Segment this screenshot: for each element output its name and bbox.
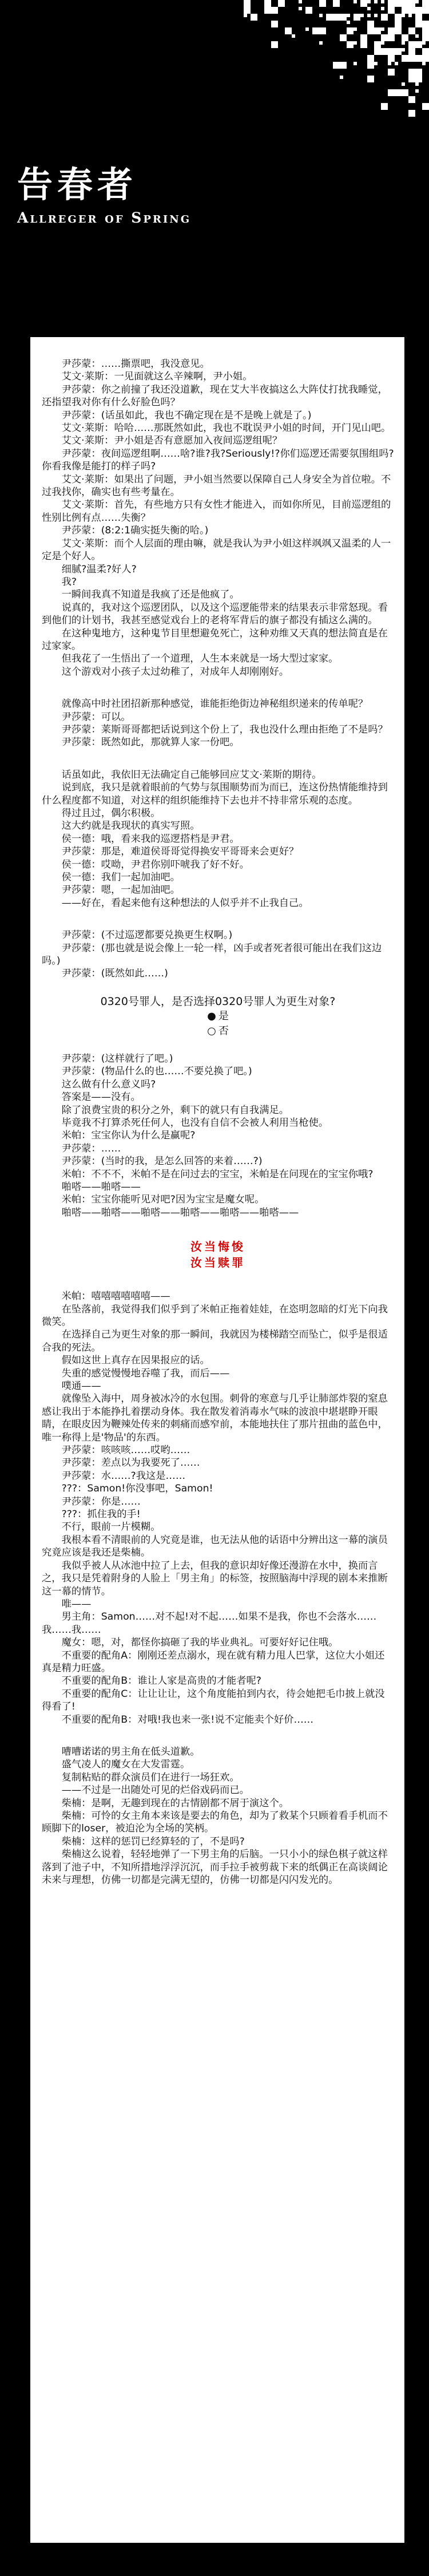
story-paragraph: 侯一德：哦，看来我的巡逻搭档是尹君。 bbox=[42, 833, 240, 845]
story-paragraph: 尹莎蒙：可以。 bbox=[42, 711, 131, 723]
story-paragraph: 侯一德：哎呦，尹君你别吓唬我了好不好。 bbox=[42, 858, 249, 870]
story-paragraph: 尹莎蒙：咳咳咳……哎哟…… bbox=[42, 1445, 190, 1457]
story-paragraph: 尹莎蒙：(8:2:1确实挺失衡的哈。) bbox=[42, 525, 209, 537]
story-paragraph: 话虽如此，我依旧无法确定自己能够回应艾文·莱斯的期待。 bbox=[42, 769, 322, 781]
story-section-2 bbox=[42, 1052, 394, 1219]
radio-selected-icon: ● bbox=[207, 1010, 216, 1022]
story-paragraph: 说真的，我对这个巡逻团队，以及这个巡逻能带来的结果表示非常怒现。看到他们的计划书，我甚至感觉戏台上的老将军背后的旗子都没有插这么满的。 bbox=[42, 602, 388, 627]
story-paragraph: 噗通—— bbox=[42, 1380, 101, 1392]
story-paragraph: 尹莎蒙：差点以为我要死了…… bbox=[42, 1457, 200, 1469]
story-paragraph: 艾文·莱斯：尹小姐是否有意愿加入夜间巡逻组呢？ bbox=[42, 435, 283, 447]
red-verse-line: 汝当悔悛 bbox=[190, 1240, 245, 1254]
story-paragraph: 我? bbox=[42, 576, 77, 588]
story-paragraph: 艾文·莱斯：首先，有些地方只有女性才能进入，而如你所见，目前巡逻组的性别比例有点……失衡？ bbox=[42, 499, 391, 524]
story-paragraph: 在选择自己为更生对象的那一瞬间，我就因为楼梯踏空而坠亡，似乎是很适合我的死法。 bbox=[42, 1329, 388, 1354]
story-paragraph: 柴楠：可怜的女主角本来该是要去的角色，却为了救某个只顾着看手机而不顾脚下的loser，被迫沦为全场的笑柄。 bbox=[42, 1810, 388, 1835]
poll-option-no[interactable] bbox=[42, 1024, 394, 1039]
story-paragraph: 尹莎蒙：(这样就行了吧。) bbox=[42, 1052, 173, 1065]
story-paragraph: 这么做有什么意义吗? bbox=[42, 1078, 156, 1090]
story-paragraph: 米帕：宝宝你认为什么是赢呢? bbox=[42, 1130, 196, 1142]
story-paragraph: 啪嗒——啪嗒——啪嗒——啪嗒——啪嗒——啪嗒—— bbox=[42, 1206, 299, 1218]
title-english: Allreger of Spring bbox=[17, 209, 192, 226]
story-paragraph: 不重要的配角A：刚刚还差点溺水，现在就有精力甩人巴掌，这位大小姐还真是精力旺盛。 bbox=[42, 1649, 385, 1674]
story-paragraph: 尹莎蒙：夜间巡逻组啊……啥?谁?我?Seriously!?你们巡逻还需要氛围组吗?你看我像是能打的样子吗? bbox=[42, 448, 394, 473]
story-paragraph: 在这种鬼地方，这种鬼节目里想避免死亡，这种劝维又天真的想法简直是在过家家。 bbox=[42, 627, 388, 652]
story-paragraph: 我根本看不清眼前的人究竟是谁，也无法从他的话语中分辨出这一幕的演员究竟应该是我还是柴楠。 bbox=[42, 1534, 388, 1559]
story-paragraph: 盛气凌人的魔女在大发雷霆。 bbox=[42, 1759, 190, 1771]
story-paragraph: 尹莎蒙：(既然如此……) bbox=[42, 968, 168, 980]
story-paragraph: 艾文·莱斯：而个人层面的理由嘛，就是我认为尹小姐这样飒飒又温柔的人一定是个好人。 bbox=[42, 537, 391, 563]
story-paragraph: 但我花了一生悟出了一个道理，人生本来就是一场大型过家家。 bbox=[42, 653, 339, 665]
story-paragraph: 尹莎蒙：(物品什么的也……不要兑换了吧。) bbox=[42, 1066, 252, 1078]
story-paragraph: 尹莎蒙：(当时的我，是怎么回答的来着……?) bbox=[42, 1156, 263, 1168]
story-paragraph: 毕竟我不打算杀死任何人，也没有自信不会被人利用当枪使。 bbox=[42, 1117, 329, 1129]
paragraph-gap bbox=[42, 909, 394, 929]
story-paragraph: 米帕：不不不，米帕不是在问过去的宝宝，米帕是在问现在的宝宝你哦? bbox=[42, 1168, 374, 1180]
story-paragraph: 魔女：嗯，对，都怪你搞砸了我的毕业典礼。可要好好记住哦。 bbox=[42, 1637, 339, 1649]
story-paragraph: 艾文·莱斯：哈哈……那既然如此，我也不耽误尹小姐的时间，开门见山吧。 bbox=[42, 422, 391, 434]
story-paragraph: 尹莎蒙：(不过巡逻都要兑换更生权啊。) bbox=[42, 929, 233, 941]
story-paragraph: 尹莎蒙：…… bbox=[42, 1142, 121, 1154]
story-paragraph: 这大约就是我现状的真实写照。 bbox=[42, 820, 200, 832]
story-paragraph: 艾文·莱斯：一见面就这么辛辣啊，尹小姐。 bbox=[42, 371, 253, 383]
story-paragraph: 细腻?温柔?好人? bbox=[42, 563, 137, 575]
story-paragraph: 米帕：嘻嘻嘻嘻嘻嘻—— bbox=[42, 1291, 170, 1303]
red-verse-line: 汝当赎罪 bbox=[190, 1256, 245, 1270]
story-paragraph: 柴楠：是啊，无趣到现在的古情剧都不屑于演这个。 bbox=[42, 1797, 289, 1809]
story-paragraph: ——好在，看起来他有这种想法的人似乎并不止我自己。 bbox=[42, 897, 309, 909]
story-paragraph: 这个游戏对小孩子太过幼稚了，对成年人却刚刚好。 bbox=[42, 666, 289, 678]
story-paragraph: 艾文·莱斯：如果出了问题，尹小姐当然要以保障自己人身安全为首位啦。不过我找你，确实也有些考量在。 bbox=[42, 473, 391, 498]
story-panel bbox=[29, 335, 406, 2545]
story-paragraph: 男主角：Samon……对不起!对不起……如果不是我，你也不会落水……我……我…… bbox=[42, 1611, 377, 1636]
story-paragraph: 啪嗒——啪嗒—— bbox=[42, 1181, 141, 1193]
story-paragraph: 不重要的配角C：让让让让，这个角度能拍到内衣，待会她把毛巾披上就没得看了! bbox=[42, 1688, 385, 1713]
story-paragraph: 在坠落前，我觉得我们似乎到了米帕正拖着娃娃，在恣明忽暗的灯光下向我微笑。 bbox=[42, 1303, 388, 1328]
paragraph-gap bbox=[42, 749, 394, 769]
story-section-1 bbox=[42, 358, 394, 980]
story-paragraph: 不重要的配角B：谁让人家是高贵的才能者呢? bbox=[42, 1675, 261, 1687]
story-paragraph: 一瞬间我真不知道是我疯了还是他疯了。 bbox=[42, 589, 240, 601]
story-paragraph: 尹莎蒙：嗯，一起加油吧。 bbox=[42, 884, 180, 896]
story-paragraph: 尹莎蒙：你是…… bbox=[42, 1495, 141, 1507]
radio-unselected-icon: ○ bbox=[207, 1024, 216, 1037]
story-paragraph: ???：Samon!你没事吧，Samon! bbox=[42, 1483, 213, 1495]
story-paragraph: 说到底，我只是就着眼前的气势与氛围顺势而为而已，连这份热情能维持到什么程度都不知道，对这样的组织能维持下去也并不持非常乐观的态度。 bbox=[42, 782, 388, 806]
paragraph-gap bbox=[42, 1726, 394, 1746]
story-paragraph: 尹莎蒙：水……?我这是…… bbox=[42, 1470, 186, 1482]
red-verse bbox=[42, 1238, 394, 1271]
story-paragraph: 米帕：宝宝你能听见对吧?因为宝宝是魔女呢。 bbox=[42, 1194, 265, 1206]
story-paragraph: 就像高中时社团招新那种感觉，谁能拒绝街边神秘组织递来的传单呢？ bbox=[42, 698, 368, 710]
story-paragraph: ???：抓住我的手! bbox=[42, 1509, 141, 1521]
poll-option-yes[interactable] bbox=[42, 1009, 394, 1024]
story-paragraph: 失重的感觉慢慢地吞噬了我，而后—— bbox=[42, 1367, 230, 1379]
story-paragraph: 尹莎蒙：(那也就是说会像上一轮一样，凶手或者死者很可能出在我们这边吗。) bbox=[42, 942, 382, 967]
story-paragraph: 嘈嘈诺诺的男主角在低头道歉。 bbox=[42, 1746, 200, 1758]
story-paragraph: 尹莎蒙：既然如此，那就算人家一份吧。 bbox=[42, 737, 240, 749]
story-paragraph: 柴楠：这样的惩罚已经算轻的了，不是吗? bbox=[42, 1835, 245, 1847]
choice-poll bbox=[42, 994, 394, 1039]
story-paragraph: 就像坠入海中，周身被冰冷的水包围。刺骨的寒意与几乎让肺部炸裂的窒息感让我出于本能挣扎着摆动身体。我在散发着消毒水气味的波浪中堪堪睁开眼睛，在眼皮因为鞭辣处传来的刺痛而感窄前，本能地扶住了那片扭曲的蓝色中，唯一称得上是'物品'的东西。 bbox=[42, 1393, 388, 1443]
story-paragraph: 假如这世上真存在因果报应的话。 bbox=[42, 1355, 210, 1367]
title-chinese: 告春者 bbox=[17, 164, 138, 205]
story-paragraph: 复制粘贴的群众演员们在进行一场狂欢。 bbox=[42, 1771, 240, 1783]
story-paragraph: 不重要的配角B：对哦!我也来一张!说不定能卖个好价…… bbox=[42, 1714, 314, 1726]
story-paragraph: 得过且过，偶尔积极。 bbox=[42, 808, 161, 819]
story-paragraph: 尹莎蒙：莱斯哥哥都把话说到这个份上了，我也没什么理由拒绝了不是吗？ bbox=[42, 723, 388, 735]
poll-option-label: 是 bbox=[218, 1010, 229, 1022]
story-paragraph: 答案是——没有。 bbox=[42, 1091, 141, 1103]
story-paragraph: 尹莎蒙：你之前撞了我还没道歉，现在艾大半夜搞这么大阵仗打扰我睡觉，还指望我对你有什么好脸色吗？ bbox=[42, 383, 388, 409]
paragraph-gap bbox=[42, 678, 394, 698]
title-block bbox=[17, 165, 191, 226]
poll-question: 0320号罪人，是否选择0320号罪人为更生对象? bbox=[100, 995, 336, 1008]
story-paragraph: 不行，眼前一片模糊。 bbox=[42, 1521, 161, 1533]
header-banner bbox=[0, 0, 429, 320]
story-section-3 bbox=[42, 1290, 394, 1886]
story-paragraph: 除了浪费宝贵的积分之外，剩下的就只有自我满足。 bbox=[42, 1104, 289, 1116]
poll-option-label: 否 bbox=[218, 1024, 229, 1037]
story-paragraph: 唯—— bbox=[42, 1598, 92, 1610]
story-paragraph: 柴楠这么说着，轻轻地弹了一下男主角的后脑。一只小小的绿色棋子就这样落到了池子中，不知所措地浮浮沉沉，而手拉手被剪裁下来的纸偶正在高谈阔论未来与理想，仿佛一切都是完满无望的，仿佛一切都是闪闪发光的。 bbox=[42, 1849, 388, 1886]
story-paragraph: 尹莎蒙：那是，难道侯哥哥觉得换安平哥哥来会更好？ bbox=[42, 846, 299, 858]
story-paragraph: 侯一德：我们一起加油吧。 bbox=[42, 872, 180, 884]
story-paragraph: 尹莎蒙：……撕票吧，我没意见。 bbox=[42, 358, 210, 370]
story-paragraph: 尹莎蒙：(话虽如此，我也不确定现在是不是晚上就是了。) bbox=[42, 409, 312, 421]
story-paragraph: ——不过是一出随处可见的烂俗戏码而已。 bbox=[42, 1784, 249, 1797]
story-paragraph: 我似乎被人从冰池中拉了上去，但我的意识却好像还漫游在水中，换而言之，我只是凭着附身的人脸上「男主角」的标签，按照脑海中浮现的剧本来推断这一幕的情节。 bbox=[42, 1560, 388, 1597]
